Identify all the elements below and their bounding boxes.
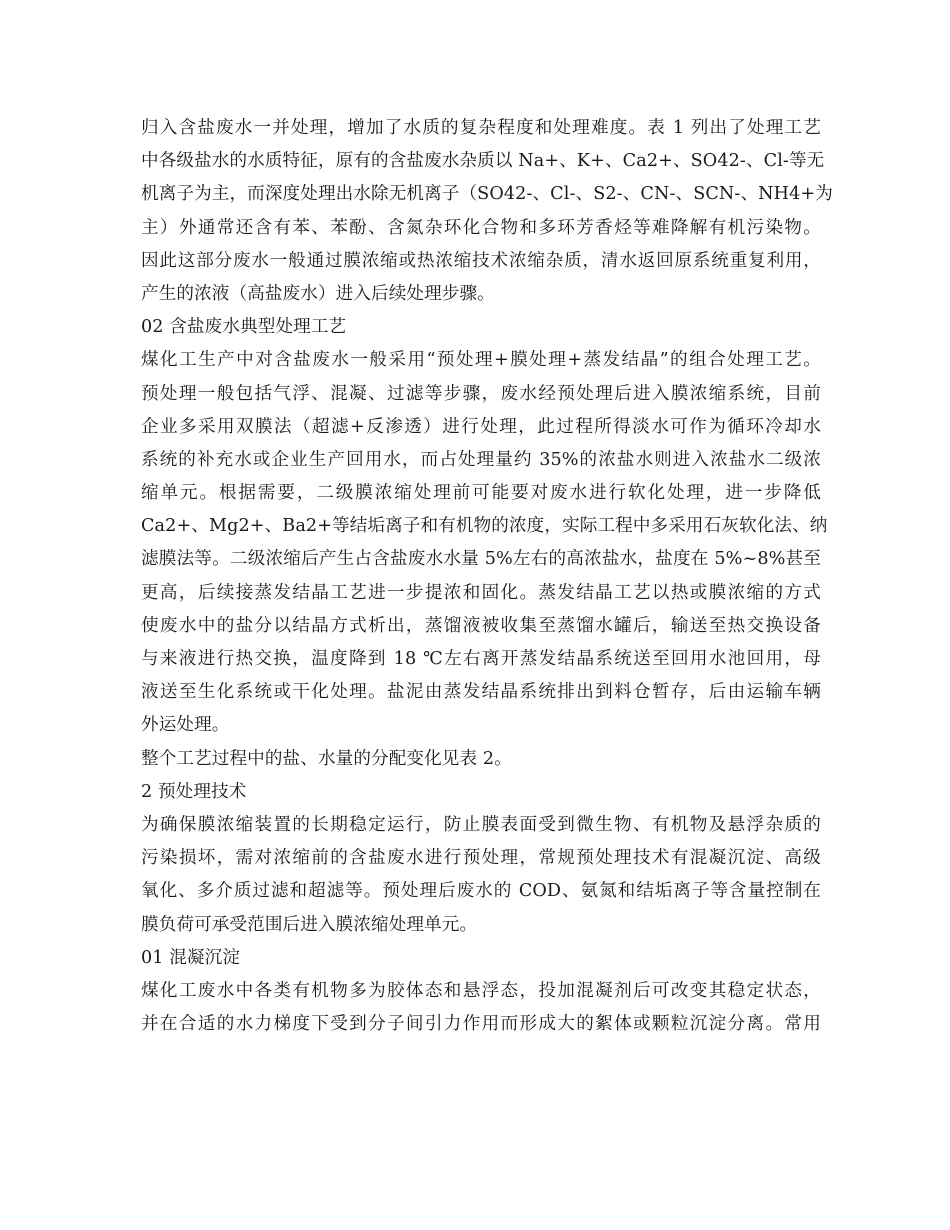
text-line: 整个工艺过程中的盐、水量的分配变化见表 2。 <box>141 748 512 769</box>
text-line: 产生的浓液（高盐废水）进入后续处理步骤。 <box>141 283 495 304</box>
text-line: 01 混凝沉淀 <box>141 947 241 968</box>
text-line: Ca2+、Mg2+、Ba2+等结垢离子和有机物的浓度，实际工程中多采用石灰软化法、纳 <box>141 516 828 537</box>
text-line: 2 预处理技术 <box>141 781 247 802</box>
text-line: 系统的补充水或企业生产回用水，而占处理量约 35%的浓盐水则进入浓盐水二级浓 <box>141 449 821 470</box>
text-line: 与来液进行热交换，温度降到 18 ℃左右离开蒸发结晶系统送至回用水池回用，母 <box>141 649 821 669</box>
text-line: 氧化、多介质过滤和超滤等。预处理后废水的 COD、氨氮和结垢离子等含量控制在 <box>141 881 821 902</box>
text-line: 企业多采用双膜法（超滤+反渗透）进行处理，此过程所得淡水可作为循环冷却水 <box>141 416 821 437</box>
text-line: 02 含盐废水典型处理工艺 <box>141 317 347 338</box>
text-line: 外运处理。 <box>141 715 230 736</box>
text-line: 缩单元。根据需要，二级膜浓缩处理前可能要对废水进行软化处理，进一步降低 <box>141 483 821 504</box>
text-line: 污染损坏，需对浓缩前的含盐废水进行预处理，常规预处理技术有混凝沉淀、高级 <box>141 848 821 869</box>
text-line: 煤化工废水中各类有机物多为胶体态和悬浮态，投加混凝剂后可改变其稳定状态， <box>141 980 821 1001</box>
document-body <box>141 112 833 1041</box>
text-line: 并在合适的水力梯度下受到分子间引力作用而形成大的絮体或颗粒沉淀分离。常用 <box>141 1014 821 1035</box>
text-line: 归入含盐废水一并处理，增加了水质的复杂程度和处理难度。表 1 列出了处理工艺 <box>141 118 821 138</box>
text-line: 煤化工生产中对含盐废水一般采用“预处理+膜处理+蒸发结晶”的组合处理工艺。 <box>141 350 821 371</box>
text-line: 液送至生化系统或干化处理。盐泥由蒸发结晶系统排出到料仓暂存，后由运输车辆 <box>141 682 821 703</box>
text-line: 膜负荷可承受范围后进入膜浓缩处理单元。 <box>141 914 478 935</box>
text-line: 为确保膜浓缩装置的长期稳定运行，防止膜表面受到微生物、有机物及悬浮杂质的 <box>141 814 821 835</box>
text-line: 预处理一般包括气浮、混凝、过滤等步骤，废水经预处理后进入膜浓缩系统，目前 <box>141 383 821 404</box>
text-line: 使废水中的盐分以结晶方式析出，蒸馏液被收集至蒸馏水罐后，输送至热交换设备 <box>141 615 821 636</box>
text-line: 滤膜法等。二级浓缩后产生占含盐废水水量 5%左右的高浓盐水，盐度在 5%~8%甚至 <box>141 549 821 570</box>
text-line: 因此这部分废水一般通过膜浓缩或热浓缩技术浓缩杂质，清水返回原系统重复利用， <box>141 250 821 271</box>
text-line: 机离子为主，而深度处理出水除无机离子（SO42-、Cl-、S2-、CN-、SCN-、NH4+为 <box>141 184 833 205</box>
text-line: 主）外通常还含有苯、苯酚、含氮杂环化合物和多环芳香烃等难降解有机污染物。 <box>141 217 821 238</box>
text-line: 中各级盐水的水质特征，原有的含盐废水杂质以 Na+、K+、Ca2+、SO42-、Cl-等无 <box>141 151 825 172</box>
text-line: 更高，后续接蒸发结晶工艺进一步提浓和固化。蒸发结晶工艺以热或膜浓缩的方式 <box>141 582 821 603</box>
